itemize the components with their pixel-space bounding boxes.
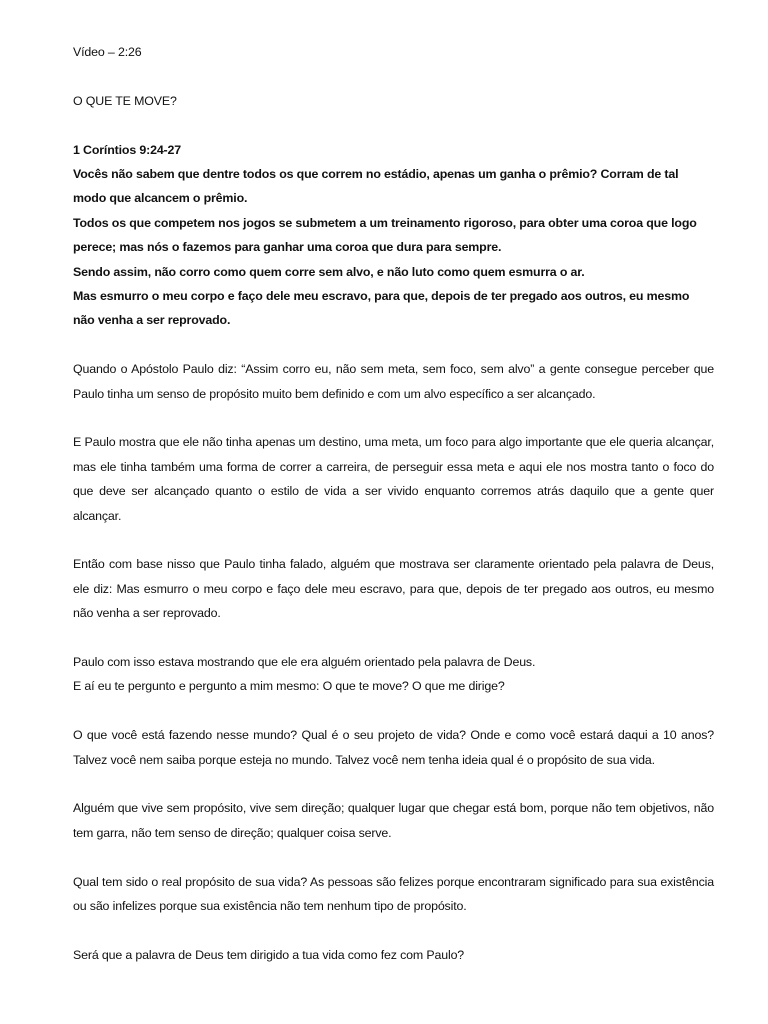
spacer xyxy=(73,772,714,796)
scripture-verse-1: Vocês não sabem que dentre todos os que correm no estádio, apenas um ganha o prêmio? Corram de tal modo que alcancem o prêmio. xyxy=(73,167,679,206)
video-duration: Vídeo – 2:26 xyxy=(73,45,142,59)
scripture-block xyxy=(73,138,714,333)
spacer xyxy=(73,333,714,357)
document-title: O QUE TE MOVE? xyxy=(73,93,177,108)
spacer xyxy=(73,64,714,88)
spacer xyxy=(73,845,714,869)
spacer xyxy=(73,626,714,650)
paragraph-7: Qual tem sido o real propósito de sua vida? As pessoas são felizes porque encontraram significado para sua existência ou são infelizes porque sua existência não tem nenhum tipo de propósito. xyxy=(73,874,714,914)
paragraph-5: O que você está fazendo nesse mundo? Qual é o seu projeto de vida? Onde e como você estará daqui a 10 anos? Talvez você nem saiba porque esteja no mundo. Talvez você nem tenha ideia qual é o propósito de sua vida. xyxy=(73,728,714,767)
spacer xyxy=(73,113,714,137)
scripture-verse-3: Sendo assim, não corro como quem corre sem alvo, e não luto como quem esmurra o ar. xyxy=(73,264,585,279)
paragraph-4-line-2: E aí eu te pergunto e pergunto a mim mesmo: O que te move? O que me dirige? xyxy=(73,679,505,694)
spacer xyxy=(73,918,714,942)
spacer xyxy=(73,699,714,723)
paragraph-6: Alguém que vive sem propósito, vive sem direção; qualquer lugar que chegar está bom, porque não tem objetivos, não tem garra, não tem senso de direção; qualquer coisa serve. xyxy=(73,801,714,840)
paragraph-2: E Paulo mostra que ele não tinha apenas um destino, uma meta, um foco para algo importante que ele queria alcançar, mas ele tinha também uma forma de correr a carreira, de perseguir essa meta e aqui ele nos mostra tanto o foco do que deve ser alcançado quanto o estilo de vida a ser vivido enquanto corremos atrás daquilo que a gente quer alcançar. xyxy=(73,435,714,523)
closing-question: Será que a palavra de Deus tem dirigido a tua vida como fez com Paulo? xyxy=(73,947,465,962)
document-page xyxy=(73,40,714,967)
paragraph-4-line-1: Paulo com isso estava mostrando que ele era alguém orientado pela palavra de Deus. xyxy=(73,655,536,670)
scripture-verse-4: Mas esmurro o meu corpo e faço dele meu escravo, para que, depois de ter pregado aos outros, eu mesmo não venha a ser reprovado. xyxy=(73,289,690,328)
spacer xyxy=(73,406,714,430)
paragraph-1: Quando o Apóstolo Paulo diz: “Assim corro eu, não sem meta, sem foco, sem alvo” a gente consegue perceber que Paulo tinha um senso de propósito muito bem definido e com um alvo específico a ser alcançado. xyxy=(73,362,714,401)
spacer xyxy=(73,528,714,552)
paragraph-3: Então com base nisso que Paulo tinha falado, alguém que mostrava ser claramente orientado pela palavra de Deus, ele diz: Mas esmurro o meu corpo e faço dele meu escravo, para que, depois de ter pregado aos outros, eu mesmo não venha a ser reprovado. xyxy=(73,557,714,621)
scripture-reference: 1 Coríntios 9:24-27 xyxy=(73,142,182,157)
scripture-verse-2: Todos os que competem nos jogos se submetem a um treinamento rigoroso, para obter uma coroa que logo perece; mas nós o fazemos para ganhar uma coroa que dura para sempre. xyxy=(73,215,697,255)
